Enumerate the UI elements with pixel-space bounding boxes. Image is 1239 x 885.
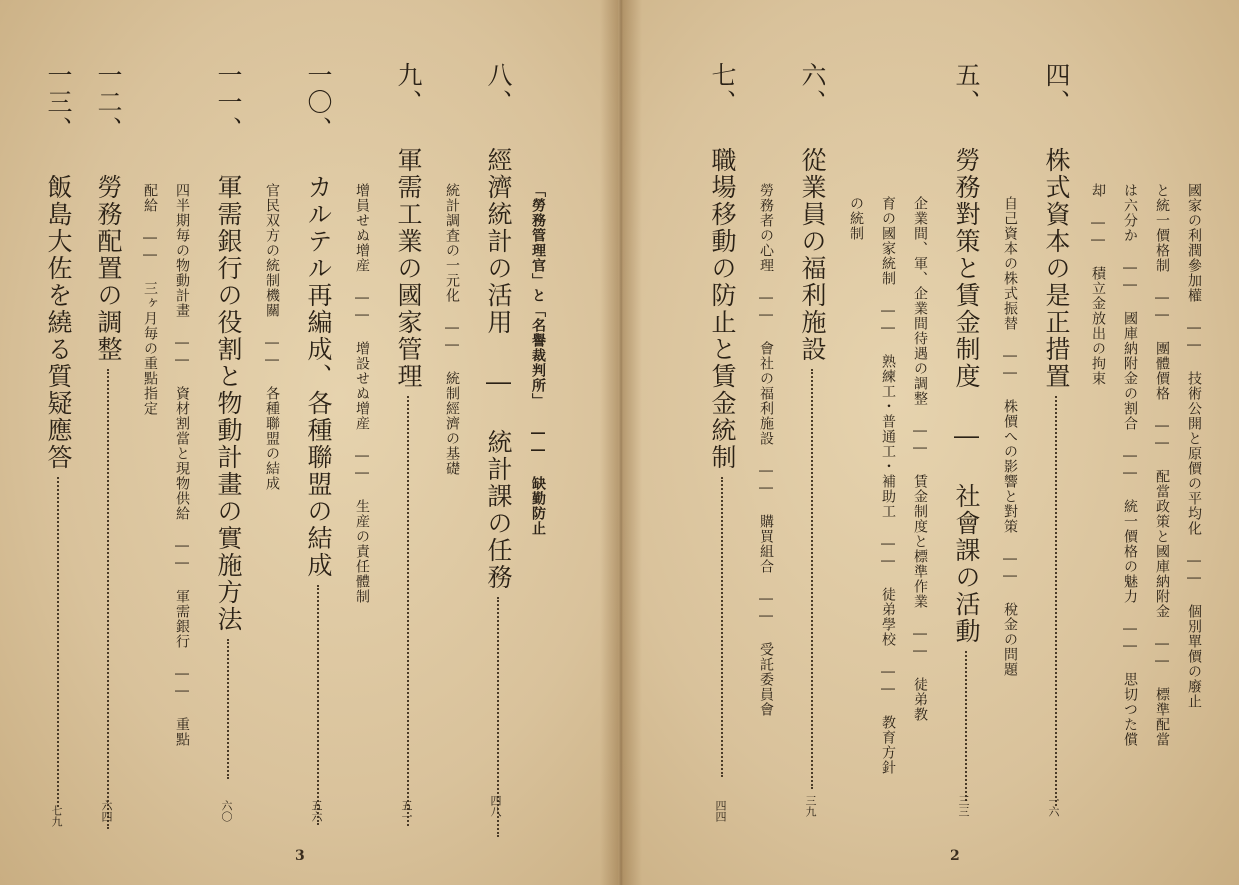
toc-sub-line: 却 ―― 積立金放出の拘束 [1090, 183, 1106, 386]
toc-sub-line: 企業間、軍、企業間待遇の調整 ―― 賃金制度と標準作業 ―― 徒弟教 [912, 196, 928, 722]
toc-sub-line: 勞務者の心理 ―― 會社の福利施設 ―― 購買組合 ―― 受託委員會 [758, 183, 774, 717]
book-gutter [600, 0, 642, 885]
toc-heading [42, 62, 74, 813]
toc-page-number: 六四 [100, 800, 113, 822]
dot-leader [407, 396, 409, 826]
dot-leader [227, 639, 229, 779]
toc-sub-line: 「勞務管理官」と「名譽裁判所」 ―― 缺勤防止 [530, 183, 546, 536]
toc-heading-text: 七、 職場移動の防止と賃金統制 [708, 62, 737, 471]
dot-leader [965, 651, 967, 801]
toc-heading-text: 一〇、 カルテル再編成、各種聯盟の結成 [304, 62, 333, 579]
toc-sub-line: 官民双方の統制機關 ―― 各種聯盟の結成 [264, 183, 280, 491]
toc-sub-line: の統制 [848, 196, 864, 241]
toc-sub-line: 四半期毎の物動計畫 ―― 資材割當と現物供給 ―― 軍需銀行 ―― 重點 [174, 183, 190, 747]
toc-heading [796, 62, 828, 795]
toc-sub-line: 統計調査の一元化 ―― 統制經濟の基礎 [444, 183, 460, 476]
toc-heading-text: 九、 軍需工業の國家管理 [394, 62, 423, 390]
page-folio: 3 [295, 848, 305, 864]
toc-heading-text: 五、 勞務對策と賃金制度 ― 社會課の活動 [952, 62, 981, 645]
toc-heading-text: 一二、 勞務配置の調整 [94, 62, 123, 363]
toc-page-number: 七九 [50, 805, 63, 827]
toc-heading-text: 一一、 軍需銀行の役割と物動計畫の實施方法 [214, 62, 243, 633]
toc-heading-text: 八、 經濟統計の活用 ― 統計課の任務 [484, 62, 513, 591]
toc-heading [1040, 62, 1072, 812]
toc-sub-line: 配給 ―― 三ヶ月毎の重點指定 [142, 183, 158, 416]
toc-heading [212, 62, 244, 785]
toc-page-number: 五六 [310, 800, 323, 822]
toc-sub-line: 育の國家統制 ―― 熟練工・普通工・補助工 ―― 徒弟學校 ―― 教育方針 [880, 196, 896, 775]
toc-page-number: 五一 [400, 800, 413, 822]
dot-leader [57, 477, 59, 807]
page-folio: 2 [950, 848, 960, 864]
dot-leader [1055, 396, 1057, 806]
toc-heading [706, 62, 738, 783]
toc-sub-line: 增員せぬ增産 ―― 增設せぬ增産 ―― 生産の責任體制 [354, 183, 370, 604]
toc-heading-text: 四、 株式資本の是正措置 [1042, 62, 1071, 390]
toc-sub-line: 國家の利潤參加權 ―― 技術公開と原價の平均化 ―― 個別單價の廢止 [1186, 183, 1202, 709]
toc-heading-text: 一三、 飯島大佐を繞る質疑應答 [44, 62, 73, 471]
toc-page-number: 三三 [957, 795, 970, 817]
toc-page-number: 三九 [804, 795, 817, 817]
dot-leader [721, 477, 723, 777]
toc-sub-line: は六分か ―― 國庫納附金の割合 ―― 統一價格の魅力 ―― 思切つた償 [1122, 183, 1138, 747]
toc-heading [482, 62, 514, 843]
dot-leader [317, 585, 319, 825]
toc-heading [92, 62, 124, 835]
dot-leader [811, 369, 813, 789]
dot-leader [107, 369, 109, 829]
toc-page-number: 四八 [489, 795, 502, 817]
toc-page-number: 一六 [1047, 795, 1060, 817]
toc-heading [950, 62, 982, 807]
toc-heading [392, 62, 424, 832]
toc-page-number: 六〇 [220, 800, 233, 822]
toc-heading [302, 62, 334, 831]
toc-sub-line: と統一價格制 ―― 團體價格 ―― 配當政策と國庫納附金 ―― 標準配當 [1154, 183, 1170, 747]
toc-heading-text: 六、 從業員の福利施設 [798, 62, 827, 363]
toc-page-number: 四四 [714, 800, 727, 822]
toc-sub-line: 自己資本の株式振替 ―― 株價への影響と對策 ―― 稅金の問題 [1002, 196, 1018, 677]
